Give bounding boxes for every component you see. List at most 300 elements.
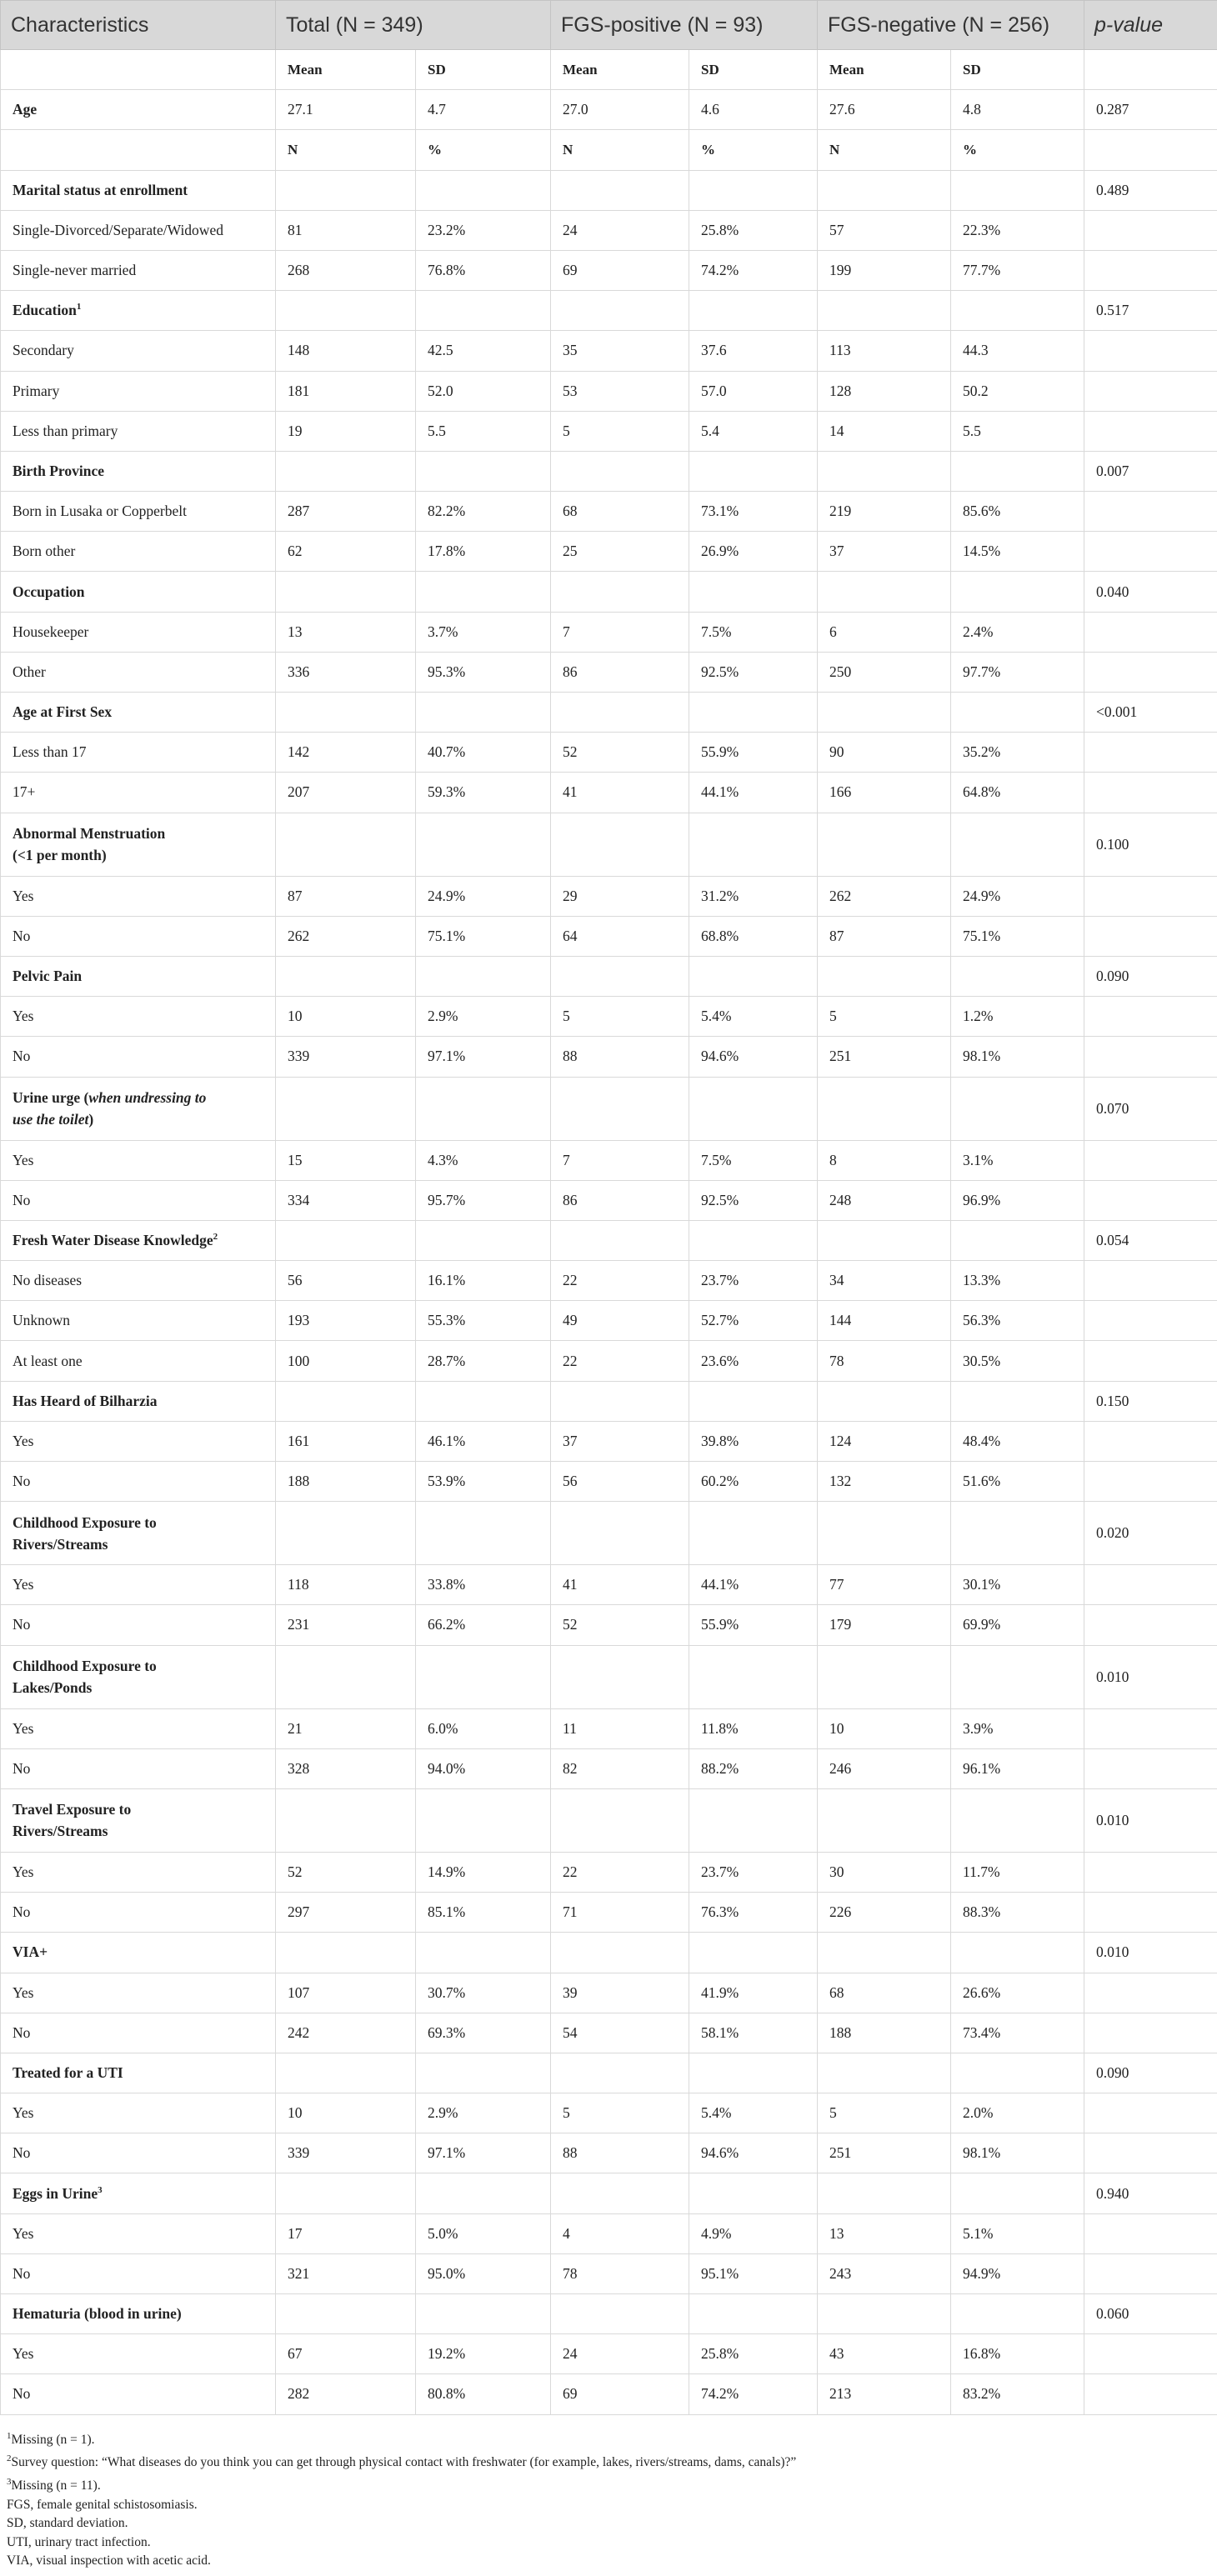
table-cell: 4.7 <box>416 90 551 130</box>
section-header-row <box>1 1220 1217 1260</box>
table-cell: 94.6% <box>689 1037 818 1077</box>
row-label: No <box>1 1893 276 1933</box>
table-cell: 44.1% <box>689 1565 818 1605</box>
table-cell: 268 <box>276 250 416 290</box>
table-cell: 148 <box>276 331 416 371</box>
table-cell: 179 <box>818 1605 951 1645</box>
table-cell: 5 <box>551 2093 689 2133</box>
table-cell: 24.9% <box>951 876 1084 916</box>
table-cell: 5.5 <box>951 411 1084 451</box>
table-cell: 128 <box>818 371 951 411</box>
table-cell: 262 <box>276 916 416 956</box>
section-header-row <box>1 1077 1217 1140</box>
table-cell: 86 <box>551 1180 689 1220</box>
table-cell: 5 <box>818 997 951 1037</box>
table-cell: 30.7% <box>416 1973 551 2013</box>
table-cell: 55.3% <box>416 1301 551 1341</box>
table-cell: 10 <box>276 997 416 1037</box>
table-cell: 88.3% <box>951 1893 1084 1933</box>
table-cell: 94.9% <box>951 2253 1084 2293</box>
table-row <box>1 1421 1217 1461</box>
table-cell: 188 <box>276 1462 416 1502</box>
table-cell: 27.0 <box>551 90 689 130</box>
table-cell: 142 <box>276 733 416 773</box>
table-cell: 6 <box>818 612 951 652</box>
table-cell: 3.9% <box>951 1708 1084 1748</box>
table-cell: 35.2% <box>951 733 1084 773</box>
footnote: VIA, visual inspection with acetic acid. <box>7 2553 211 2568</box>
table-cell: 34 <box>818 1261 951 1301</box>
table-cell: 52 <box>276 1852 416 1892</box>
table-cell: 52 <box>551 733 689 773</box>
footnote: $^2$Survey question: “What diseases do you think you can get through physical contact with freshwater (for example, lakes, rivers/streams, dams, canals)?” <box>7 2453 797 2470</box>
table-cell: 51.6% <box>951 1462 1084 1502</box>
table-cell: 49 <box>551 1301 689 1341</box>
table-cell: 2.0% <box>951 2093 1084 2133</box>
table-cell: 26.6% <box>951 1973 1084 2013</box>
section-label: Education$^1$ <box>1 291 276 331</box>
section-header-row <box>1 1933 1217 1973</box>
table-cell: 4.3% <box>416 1140 551 1180</box>
table-cell: 2.9% <box>416 2093 551 2133</box>
subheader-cell: SD <box>951 50 1084 90</box>
table-row <box>1 492 1217 532</box>
table-cell: 31.2% <box>689 876 818 916</box>
table-cell: 250 <box>818 652 951 692</box>
table-cell: 94.6% <box>689 2133 818 2173</box>
table-cell: 97.7% <box>951 652 1084 692</box>
row-label: Yes <box>1 1852 276 1892</box>
table-cell: 96.9% <box>951 1180 1084 1220</box>
age-row <box>1 90 1217 130</box>
table-cell: 4.6 <box>689 90 818 130</box>
table-cell: 37.6 <box>689 331 818 371</box>
table-cell: 85.6% <box>951 492 1084 532</box>
table-row <box>1 371 1217 411</box>
table-row <box>1 210 1217 250</box>
table-cell: 24.9% <box>416 876 551 916</box>
table-cell: 22 <box>551 1852 689 1892</box>
table-cell: 23.6% <box>689 1341 818 1381</box>
table-cell: 80.8% <box>416 2374 551 2414</box>
table-row <box>1 1565 1217 1605</box>
table-cell: 71 <box>551 1893 689 1933</box>
table-cell: 107 <box>276 1973 416 2013</box>
table-cell: 339 <box>276 2133 416 2173</box>
p-value-cell: 0.517 <box>1084 291 1217 331</box>
table-cell: 161 <box>276 1421 416 1461</box>
table-cell: 14.5% <box>951 532 1084 572</box>
table-cell: 5.1% <box>951 2213 1084 2253</box>
table-cell: 118 <box>276 1565 416 1605</box>
table-cell: 73.4% <box>951 2013 1084 2053</box>
table-cell: 2.9% <box>416 997 551 1037</box>
table-row <box>1 652 1217 692</box>
table-row <box>1 2093 1217 2133</box>
subheader-cell: Mean <box>551 50 689 90</box>
subheader-cell: Mean <box>276 50 416 90</box>
table-cell: 25 <box>551 532 689 572</box>
p-value-cell: 0.060 <box>1084 2294 1217 2334</box>
row-label: Yes <box>1 997 276 1037</box>
section-label: Has Heard of Bilharzia <box>1 1381 276 1421</box>
p-value-cell: 0.020 <box>1084 1502 1217 1565</box>
table-cell: 44.3 <box>951 331 1084 371</box>
section-header-row <box>1 813 1217 876</box>
table-cell: 68.8% <box>689 916 818 956</box>
table-cell: 60.2% <box>689 1462 818 1502</box>
section-header-row <box>1 2053 1217 2093</box>
table-row <box>1 916 1217 956</box>
table-cell: 336 <box>276 652 416 692</box>
row-label: Yes <box>1 2093 276 2133</box>
table-cell: 85.1% <box>416 1893 551 1933</box>
table-cell: 43 <box>818 2334 951 2374</box>
section-label: Pelvic Pain <box>1 956 276 996</box>
table-cell: 219 <box>818 492 951 532</box>
table-cell: 181 <box>276 371 416 411</box>
row-label: Yes <box>1 876 276 916</box>
table-cell: 64.8% <box>951 773 1084 813</box>
table-cell: 56.3% <box>951 1301 1084 1341</box>
table-cell: 14 <box>818 411 951 451</box>
subheader-cell: SD <box>689 50 818 90</box>
table-cell: 37 <box>551 1421 689 1461</box>
table-cell: 5.0% <box>416 2213 551 2253</box>
table-cell: 113 <box>818 331 951 371</box>
table-cell: 8 <box>818 1140 951 1180</box>
table-cell: 54 <box>551 2013 689 2053</box>
table-row <box>1 1180 1217 1220</box>
table-cell: 5.4% <box>689 2093 818 2133</box>
p-value-cell: 0.090 <box>1084 2053 1217 2093</box>
table-cell: 75.1% <box>416 916 551 956</box>
table-cell: 248 <box>818 1180 951 1220</box>
p-value-cell: 0.090 <box>1084 956 1217 996</box>
table-cell: 144 <box>818 1301 951 1341</box>
table-cell: 21 <box>276 1708 416 1748</box>
row-label: Yes <box>1 1421 276 1461</box>
table-cell: 16.8% <box>951 2334 1084 2374</box>
table-cell: 5 <box>551 411 689 451</box>
p-value-cell: 0.007 <box>1084 451 1217 491</box>
row-label: Single-Divorced/Separate/Widowed <box>1 210 276 250</box>
header-fgs-negative: FGS-negative (N = 256) <box>818 1 1084 50</box>
table-cell: 124 <box>818 1421 951 1461</box>
table-cell: 2.4% <box>951 612 1084 652</box>
table-cell: 5.4% <box>689 997 818 1037</box>
table-cell: 90 <box>818 733 951 773</box>
table-cell: 75.1% <box>951 916 1084 956</box>
footnote: UTI, urinary tract infection. <box>7 2534 151 2549</box>
table-cell: 3.7% <box>416 612 551 652</box>
table-cell: 24 <box>551 2334 689 2374</box>
table-cell: 82 <box>551 1748 689 1788</box>
table-row <box>1 1973 1217 2013</box>
p-value-cell: 0.040 <box>1084 572 1217 612</box>
row-label: Primary <box>1 371 276 411</box>
table-cell: 55.9% <box>689 733 818 773</box>
table-cell: 7.5% <box>689 1140 818 1180</box>
table-cell: 23.7% <box>689 1852 818 1892</box>
section-label: Travel Exposure to Rivers/Streams <box>1 1788 276 1852</box>
section-header-row <box>1 693 1217 733</box>
p-value-cell: 0.489 <box>1084 170 1217 210</box>
table-row <box>1 532 1217 572</box>
table-cell: 83.2% <box>951 2374 1084 2414</box>
table-row <box>1 1301 1217 1341</box>
table-cell: 11 <box>551 1708 689 1748</box>
p-value-cell: <0.001 <box>1084 693 1217 733</box>
table-cell: 5.5 <box>416 411 551 451</box>
section-header-row <box>1 1502 1217 1565</box>
section-header-row <box>1 572 1217 612</box>
table-cell: 132 <box>818 1462 951 1502</box>
row-label: Born in Lusaka or Copperbelt <box>1 492 276 532</box>
row-label: Housekeeper <box>1 612 276 652</box>
table-cell: 188 <box>818 2013 951 2053</box>
p-value-cell: 0.150 <box>1084 1381 1217 1421</box>
table-cell: 41 <box>551 1565 689 1605</box>
table-cell: 64 <box>551 916 689 956</box>
table-cell: 69.9% <box>951 1605 1084 1645</box>
section-label: Childhood Exposure to Rivers/Streams <box>1 1502 276 1565</box>
table-row <box>1 2253 1217 2293</box>
table-cell: 74.2% <box>689 250 818 290</box>
table-row <box>1 876 1217 916</box>
row-label: Yes <box>1 1973 276 2013</box>
table-cell: 39 <box>551 1973 689 2013</box>
section-header-row <box>1 1645 1217 1708</box>
table-cell: 96.1% <box>951 1748 1084 1788</box>
table-cell: 328 <box>276 1748 416 1788</box>
footnote: FGS, female genital schistosomiasis. <box>7 2497 198 2512</box>
table-cell: 56 <box>551 1462 689 1502</box>
row-label: No <box>1 2133 276 2173</box>
row-label: Yes <box>1 1708 276 1748</box>
table-cell: 88.2% <box>689 1748 818 1788</box>
table-cell: 87 <box>276 876 416 916</box>
table-cell: 30.1% <box>951 1565 1084 1605</box>
section-label: Eggs in Urine$^3$ <box>1 2173 276 2213</box>
table-cell: 4.8 <box>951 90 1084 130</box>
table-cell: 297 <box>276 1893 416 1933</box>
table-cell: 25.8% <box>689 2334 818 2374</box>
footnote: SD, standard deviation. <box>7 2516 128 2531</box>
row-label: Unknown <box>1 1301 276 1341</box>
table-row <box>1 1261 1217 1301</box>
table-cell: 15 <box>276 1140 416 1180</box>
table-row <box>1 1708 1217 1748</box>
row-label: Less than 17 <box>1 733 276 773</box>
table-cell: 11.7% <box>951 1852 1084 1892</box>
table-cell: 88 <box>551 1037 689 1077</box>
table-cell: 74.2% <box>689 2374 818 2414</box>
table-cell: 3.1% <box>951 1140 1084 1180</box>
row-label: No <box>1 1748 276 1788</box>
subheader-cell: % <box>416 130 551 170</box>
table-cell: 19 <box>276 411 416 451</box>
table-cell: 37 <box>818 532 951 572</box>
table-cell: 50.2 <box>951 371 1084 411</box>
row-label: No <box>1 1462 276 1502</box>
table-cell: 77.7% <box>951 250 1084 290</box>
row-label: Yes <box>1 1565 276 1605</box>
table-cell: 97.1% <box>416 1037 551 1077</box>
table-cell: 251 <box>818 2133 951 2173</box>
table-row <box>1 331 1217 371</box>
table-row <box>1 1605 1217 1645</box>
table-cell: 226 <box>818 1893 951 1933</box>
table-cell: 86 <box>551 652 689 692</box>
table-cell: 287 <box>276 492 416 532</box>
table-cell: 66.2% <box>416 1605 551 1645</box>
table-cell: 26.9% <box>689 532 818 572</box>
header-total: Total (N = 349) <box>276 1 551 50</box>
table-cell: 22 <box>551 1341 689 1381</box>
table-header-row <box>1 1 1217 50</box>
header-characteristics: Characteristics <box>1 1 276 50</box>
section-label: Childhood Exposure to Lakes/Ponds <box>1 1645 276 1708</box>
table-cell: 13 <box>818 2213 951 2253</box>
table-cell: 78 <box>818 1341 951 1381</box>
table-cell: 62 <box>276 532 416 572</box>
table-cell: 207 <box>276 773 416 813</box>
table-cell: 69 <box>551 2374 689 2414</box>
table-cell: 282 <box>276 2374 416 2414</box>
subheader-cell: SD <box>416 50 551 90</box>
row-label: At least one <box>1 1341 276 1381</box>
table-cell: 77 <box>818 1565 951 1605</box>
row-label: No <box>1 1605 276 1645</box>
subheader-cell: N <box>551 130 689 170</box>
table-cell: 100 <box>276 1341 416 1381</box>
header-fgs-positive: FGS-positive (N = 93) <box>551 1 818 50</box>
table-cell: 46.1% <box>416 1421 551 1461</box>
table-row <box>1 612 1217 652</box>
row-label: Born other <box>1 532 276 572</box>
table-cell: 53.9% <box>416 1462 551 1502</box>
table-cell: 69.3% <box>416 2013 551 2053</box>
subheader-n-row <box>1 130 1217 170</box>
section-label: VIA+ <box>1 1933 276 1973</box>
table-cell: 87 <box>818 916 951 956</box>
table-cell: 251 <box>818 1037 951 1077</box>
row-label: Single-never married <box>1 250 276 290</box>
table-cell: 14.9% <box>416 1852 551 1892</box>
table-cell: 11.8% <box>689 1708 818 1748</box>
section-header-row <box>1 1381 1217 1421</box>
table-row <box>1 733 1217 773</box>
footnote: $^1$Missing (n = 1). <box>7 2430 95 2447</box>
row-label: Yes <box>1 2213 276 2253</box>
table-cell: 76.3% <box>689 1893 818 1933</box>
table-cell: 24 <box>551 210 689 250</box>
table-cell: 78 <box>551 2253 689 2293</box>
table-row <box>1 411 1217 451</box>
table-cell: 88 <box>551 2133 689 2173</box>
table-cell: 76.8% <box>416 250 551 290</box>
table-cell: 19.2% <box>416 2334 551 2374</box>
table-cell: 29 <box>551 876 689 916</box>
table-cell: 199 <box>818 250 951 290</box>
table-cell: 7.5% <box>689 612 818 652</box>
table-cell: 94.0% <box>416 1748 551 1788</box>
row-label: No <box>1 916 276 956</box>
table-cell: 95.0% <box>416 2253 551 2293</box>
p-value-cell: 0.100 <box>1084 813 1217 876</box>
table-cell: 339 <box>276 1037 416 1077</box>
p-value-cell: 0.070 <box>1084 1077 1217 1140</box>
table-body <box>1 50 1217 2415</box>
table-cell: 56 <box>276 1261 416 1301</box>
subheader-cell: N <box>818 130 951 170</box>
table-cell: 4.9% <box>689 2213 818 2253</box>
table-cell: 52.0 <box>416 371 551 411</box>
row-label: No diseases <box>1 1261 276 1301</box>
table-row <box>1 1893 1217 1933</box>
table-cell: 42.5 <box>416 331 551 371</box>
table-row <box>1 250 1217 290</box>
table-cell: 193 <box>276 1301 416 1341</box>
table-cell: 10 <box>276 2093 416 2133</box>
table-cell: 166 <box>818 773 951 813</box>
section-header-row <box>1 2173 1217 2213</box>
subheader-cell: Mean <box>818 50 951 90</box>
section-label: Treated for a UTI <box>1 2053 276 2093</box>
table-cell: 39.8% <box>689 1421 818 1461</box>
row-label: No <box>1 2253 276 2293</box>
table-cell: 22.3% <box>951 210 1084 250</box>
section-header-row <box>1 170 1217 210</box>
table-cell: 30 <box>818 1852 951 1892</box>
table-cell: 22 <box>551 1261 689 1301</box>
row-label: 17+ <box>1 773 276 813</box>
table-row <box>1 2213 1217 2253</box>
p-value-cell: 0.054 <box>1084 1220 1217 1260</box>
table-cell: 4 <box>551 2213 689 2253</box>
row-label: No <box>1 1037 276 1077</box>
table-cell: 27.1 <box>276 90 416 130</box>
table-row <box>1 2013 1217 2053</box>
table-cell: 13.3% <box>951 1261 1084 1301</box>
table-cell: 40.7% <box>416 733 551 773</box>
table-cell: 35 <box>551 331 689 371</box>
table-cell: 98.1% <box>951 1037 1084 1077</box>
table-cell: 41.9% <box>689 1973 818 2013</box>
table-cell: 262 <box>818 876 951 916</box>
table-row <box>1 1140 1217 1180</box>
row-label: Yes <box>1 2334 276 2374</box>
table-cell: 68 <box>818 1973 951 2013</box>
row-label: No <box>1 2013 276 2053</box>
table-cell: 92.5% <box>689 652 818 692</box>
table-cell: 33.8% <box>416 1565 551 1605</box>
table-cell: 243 <box>818 2253 951 2293</box>
table-cell: 52 <box>551 1605 689 1645</box>
table-cell: 16.1% <box>416 1261 551 1301</box>
section-label: Birth Province <box>1 451 276 491</box>
section-label: Abnormal Menstruation (<1 per month) <box>1 813 276 876</box>
table-cell: 30.5% <box>951 1341 1084 1381</box>
table-cell: 82.2% <box>416 492 551 532</box>
table-cell: 44.1% <box>689 773 818 813</box>
section-label: Urine urge (when undressing to use the toilet) <box>1 1077 276 1140</box>
table-cell: 95.1% <box>689 2253 818 2293</box>
table-cell: 95.7% <box>416 1180 551 1220</box>
table-cell: 5 <box>551 997 689 1037</box>
table-cell: 81 <box>276 210 416 250</box>
